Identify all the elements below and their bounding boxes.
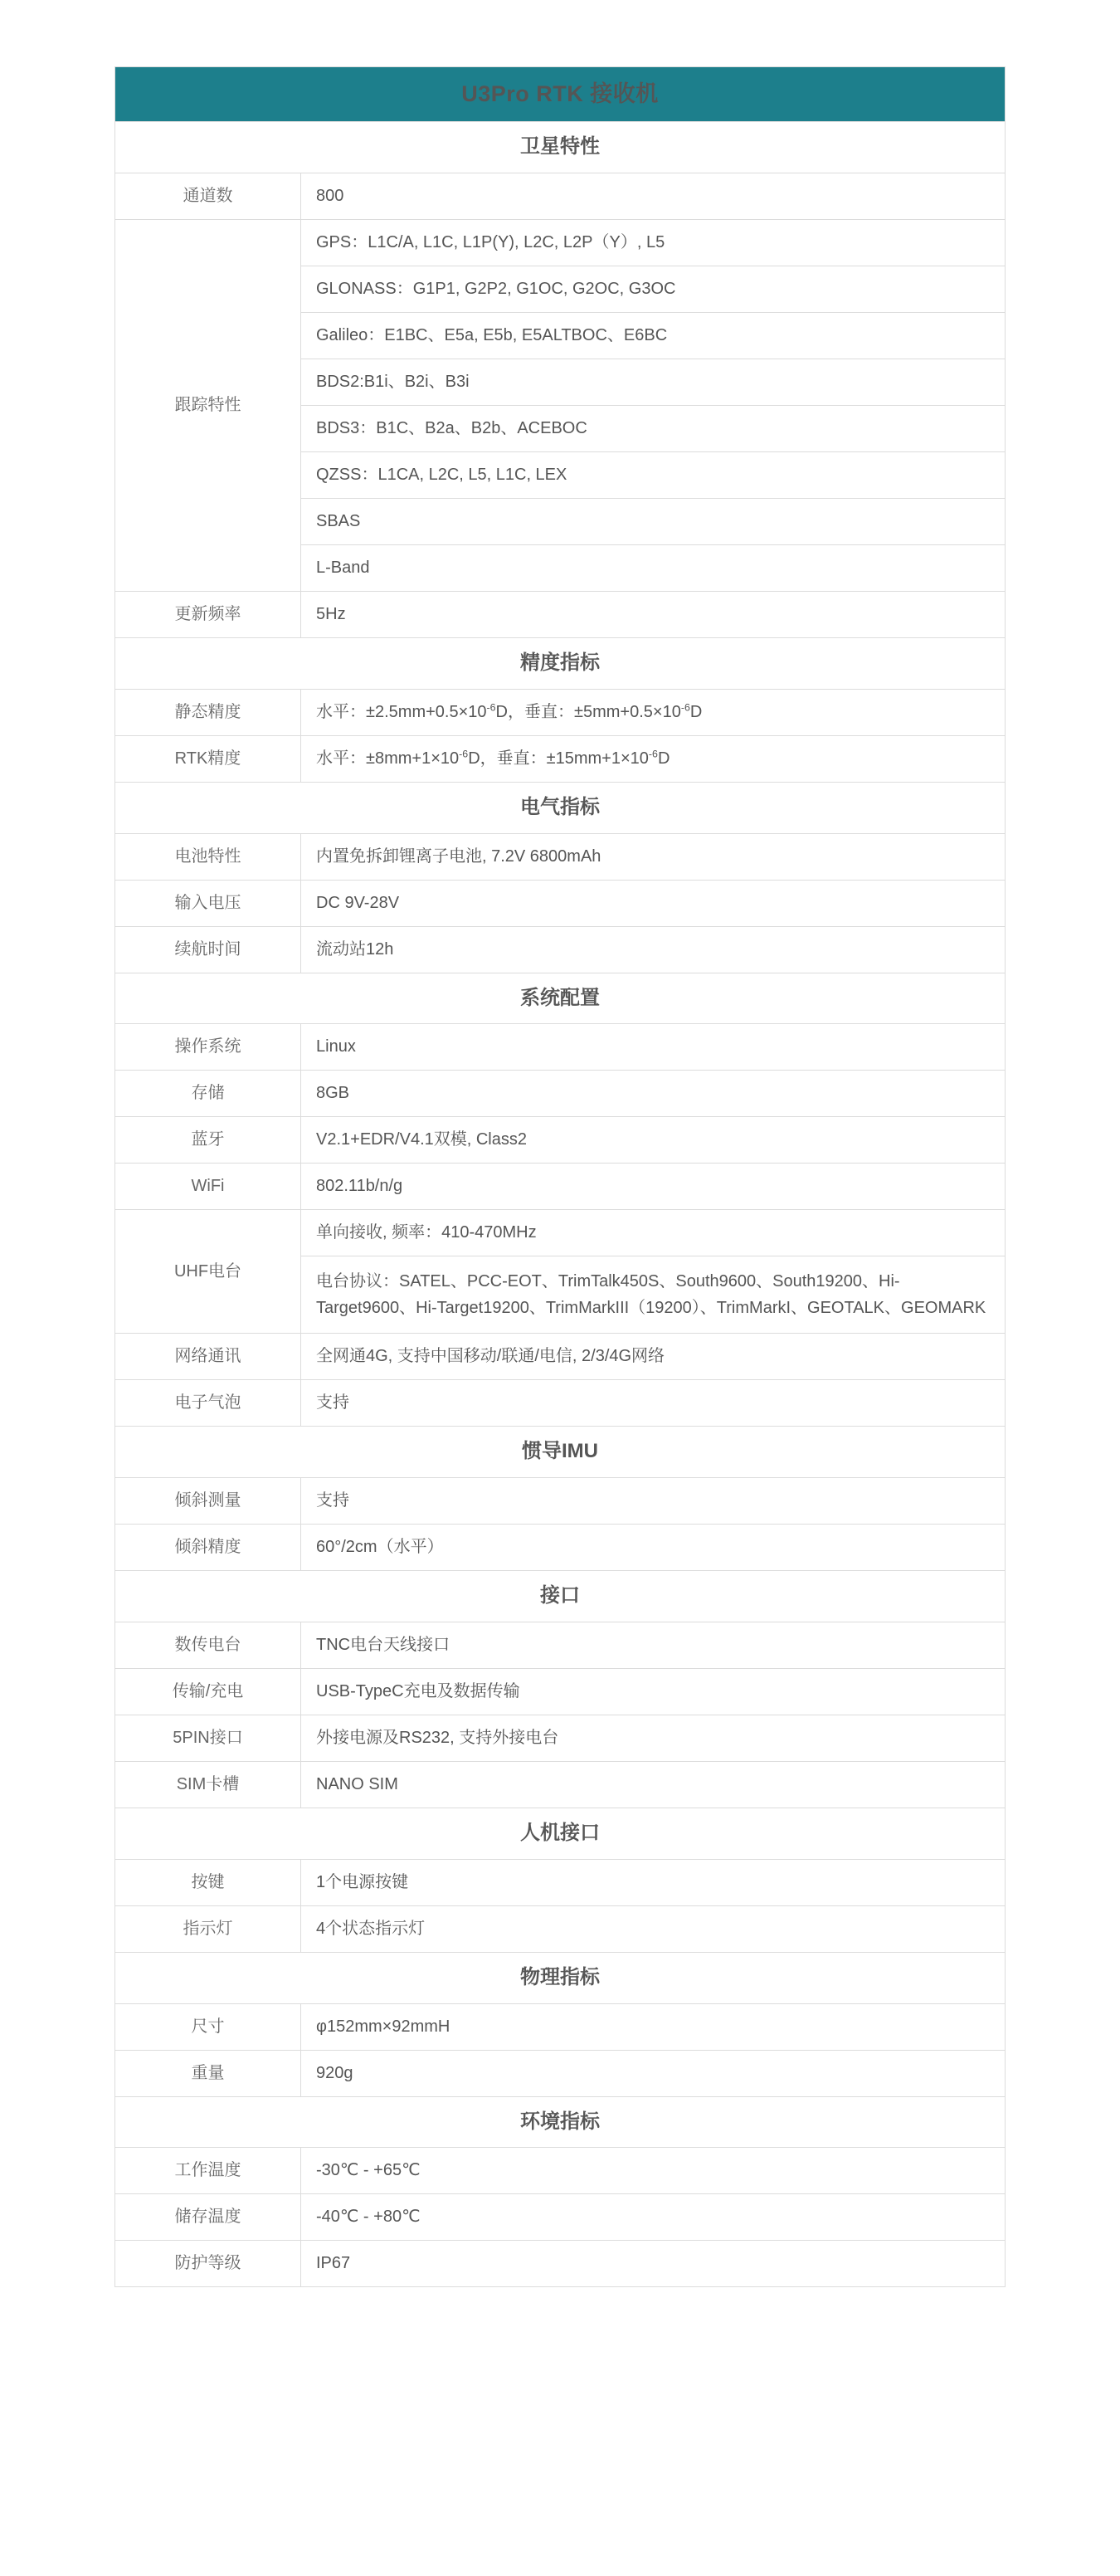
spec-value: 流动站12h	[301, 926, 1006, 973]
specification-table	[114, 66, 1006, 2287]
spec-row	[115, 1905, 1006, 1952]
section-heading-row	[115, 973, 1006, 1024]
section-heading-row	[115, 1427, 1006, 1478]
spec-value: 800	[301, 173, 1006, 219]
spec-value: V2.1+EDR/V4.1双模, Class2	[301, 1117, 1006, 1164]
spec-value: 920g	[301, 2050, 1006, 2096]
spec-row	[115, 173, 1006, 219]
spec-value: L-Band	[301, 544, 1006, 591]
spec-value: IP67	[301, 2241, 1006, 2287]
spec-value: Galileo：E1BC、E5a, E5b, E5ALTBOC、E6BC	[301, 312, 1006, 359]
spec-label: 电池特性	[115, 833, 301, 880]
spec-label: 通道数	[115, 173, 301, 219]
section-heading-row	[115, 1952, 1006, 2003]
spec-row	[115, 1024, 1006, 1071]
spec-value: BDS2:B1i、B2i、B3i	[301, 359, 1006, 405]
spec-label: 输入电压	[115, 880, 301, 926]
spec-row	[115, 1071, 1006, 1117]
section-heading: 系统配置	[115, 973, 1006, 1024]
spec-label: SIM卡槽	[115, 1761, 301, 1808]
spec-value: Linux	[301, 1024, 1006, 1071]
spec-label: 防护等级	[115, 2241, 301, 2287]
spec-label: 蓝牙	[115, 1117, 301, 1164]
spec-label: 工作温度	[115, 2148, 301, 2194]
spec-value: TNC电台天线接口	[301, 1622, 1006, 1668]
spec-value: -30℃ - +65℃	[301, 2148, 1006, 2194]
spec-value: BDS3：B1C、B2a、B2b、ACEBOC	[301, 405, 1006, 451]
spec-label: 倾斜测量	[115, 1478, 301, 1525]
spec-row	[115, 1117, 1006, 1164]
spec-label: 电子气泡	[115, 1380, 301, 1427]
section-heading: 电气指标	[115, 782, 1006, 833]
spec-value: NANO SIM	[301, 1761, 1006, 1808]
spec-value: φ152mm×92mmH	[301, 2003, 1006, 2050]
spec-value: 60°/2cm（水平）	[301, 1525, 1006, 1571]
section-heading: 环境指标	[115, 2096, 1006, 2148]
section-heading: 精度指标	[115, 637, 1006, 689]
spec-value: 4个状态指示灯	[301, 1905, 1006, 1952]
spec-row	[115, 1164, 1006, 1210]
spec-value: QZSS：L1CA, L2C, L5, L1C, LEX	[301, 451, 1006, 498]
spec-row	[115, 689, 1006, 735]
specification-table-body	[115, 67, 1006, 2287]
spec-row	[115, 926, 1006, 973]
spec-label: WiFi	[115, 1164, 301, 1210]
spec-value: 电台协议：SATEL、PCC-EOT、TrimTalk450S、South9600、South19200、Hi-Target9600、Hi-Target19200、TrimMarkIII（19200）、TrimMarkI、GEOTALK、GEOMARK	[301, 1256, 1006, 1334]
spec-row	[115, 1334, 1006, 1380]
table-title-row	[115, 67, 1006, 122]
spec-row	[115, 2003, 1006, 2050]
spec-value: 1个电源按键	[301, 1859, 1006, 1905]
spec-label: 倾斜精度	[115, 1525, 301, 1571]
spec-label: 静态精度	[115, 689, 301, 735]
spec-label: 重量	[115, 2050, 301, 2096]
spec-row	[115, 2050, 1006, 2096]
spec-row	[115, 591, 1006, 637]
spec-row	[115, 1380, 1006, 1427]
spec-value: 支持	[301, 1380, 1006, 1427]
spec-row	[115, 880, 1006, 926]
spec-label: 指示灯	[115, 1905, 301, 1952]
spec-label: 按键	[115, 1859, 301, 1905]
spec-label: UHF电台	[115, 1210, 301, 1334]
spec-row	[115, 1668, 1006, 1715]
section-heading-row	[115, 1571, 1006, 1622]
spec-value: SBAS	[301, 498, 1006, 544]
section-heading: 卫星特性	[115, 122, 1006, 173]
spec-value: 8GB	[301, 1071, 1006, 1117]
section-heading-row	[115, 637, 1006, 689]
spec-row	[115, 1525, 1006, 1571]
spec-label: 网络通讯	[115, 1334, 301, 1380]
spec-label: 续航时间	[115, 926, 301, 973]
spec-row	[115, 1715, 1006, 1761]
spec-row	[115, 2194, 1006, 2241]
spec-label: 尺寸	[115, 2003, 301, 2050]
spec-row	[115, 1478, 1006, 1525]
spec-label: 数传电台	[115, 1622, 301, 1668]
section-heading: 人机接口	[115, 1808, 1006, 1859]
spec-label: 5PIN接口	[115, 1715, 301, 1761]
spec-value: 5Hz	[301, 591, 1006, 637]
spec-value: 全网通4G, 支持中国移动/联通/电信, 2/3/4G网络	[301, 1334, 1006, 1380]
section-heading-row	[115, 782, 1006, 833]
spec-value: USB-TypeC充电及数据传输	[301, 1668, 1006, 1715]
spec-value: -40℃ - +80℃	[301, 2194, 1006, 2241]
spec-row	[115, 1622, 1006, 1668]
section-heading: 物理指标	[115, 1952, 1006, 2003]
spec-value: GLONASS：G1P1, G2P2, G1OC, G2OC, G3OC	[301, 266, 1006, 312]
spec-label: RTK精度	[115, 735, 301, 782]
spec-value: GPS：L1C/A, L1C, L1P(Y), L2C, L2P（Y）, L5	[301, 219, 1006, 266]
spec-row	[115, 735, 1006, 782]
spec-row	[115, 2241, 1006, 2287]
spec-row	[115, 1859, 1006, 1905]
product-title: U3Pro RTK 接收机	[115, 67, 1006, 122]
spec-value: 水平：$\pm 8mm+1\times 10^{-6}D$，垂直：$\pm 15mm+1\times 10^{-6}D$	[301, 735, 1006, 782]
spec-value: 802.11b/n/g	[301, 1164, 1006, 1210]
spec-label: 存储	[115, 1071, 301, 1117]
spec-value: 支持	[301, 1478, 1006, 1525]
spec-value: 外接电源及RS232, 支持外接电台	[301, 1715, 1006, 1761]
section-heading-row	[115, 122, 1006, 173]
spec-row	[115, 1761, 1006, 1808]
spec-label: 跟踪特性	[115, 219, 301, 591]
spec-label: 操作系统	[115, 1024, 301, 1071]
section-heading: 接口	[115, 1571, 1006, 1622]
spec-label: 储存温度	[115, 2194, 301, 2241]
spec-value: DC 9V-28V	[301, 880, 1006, 926]
section-heading-row	[115, 2096, 1006, 2148]
spec-row	[115, 219, 1006, 266]
spec-value: 水平：$\pm 2.5mm+0.5\times 10^{-6}D$，垂直：$\pm 5mm+0.5\times 10^{-6}D$	[301, 689, 1006, 735]
spec-row	[115, 833, 1006, 880]
spec-label: 传输/充电	[115, 1668, 301, 1715]
spec-value: 内置免拆卸锂离子电池, 7.2V 6800mAh	[301, 833, 1006, 880]
spec-value: 单向接收, 频率：410-470MHz	[301, 1210, 1006, 1256]
section-heading-row	[115, 1808, 1006, 1859]
section-heading: 惯导IMU	[115, 1427, 1006, 1478]
spec-row	[115, 2148, 1006, 2194]
spec-row	[115, 1210, 1006, 1256]
spec-label: 更新频率	[115, 591, 301, 637]
